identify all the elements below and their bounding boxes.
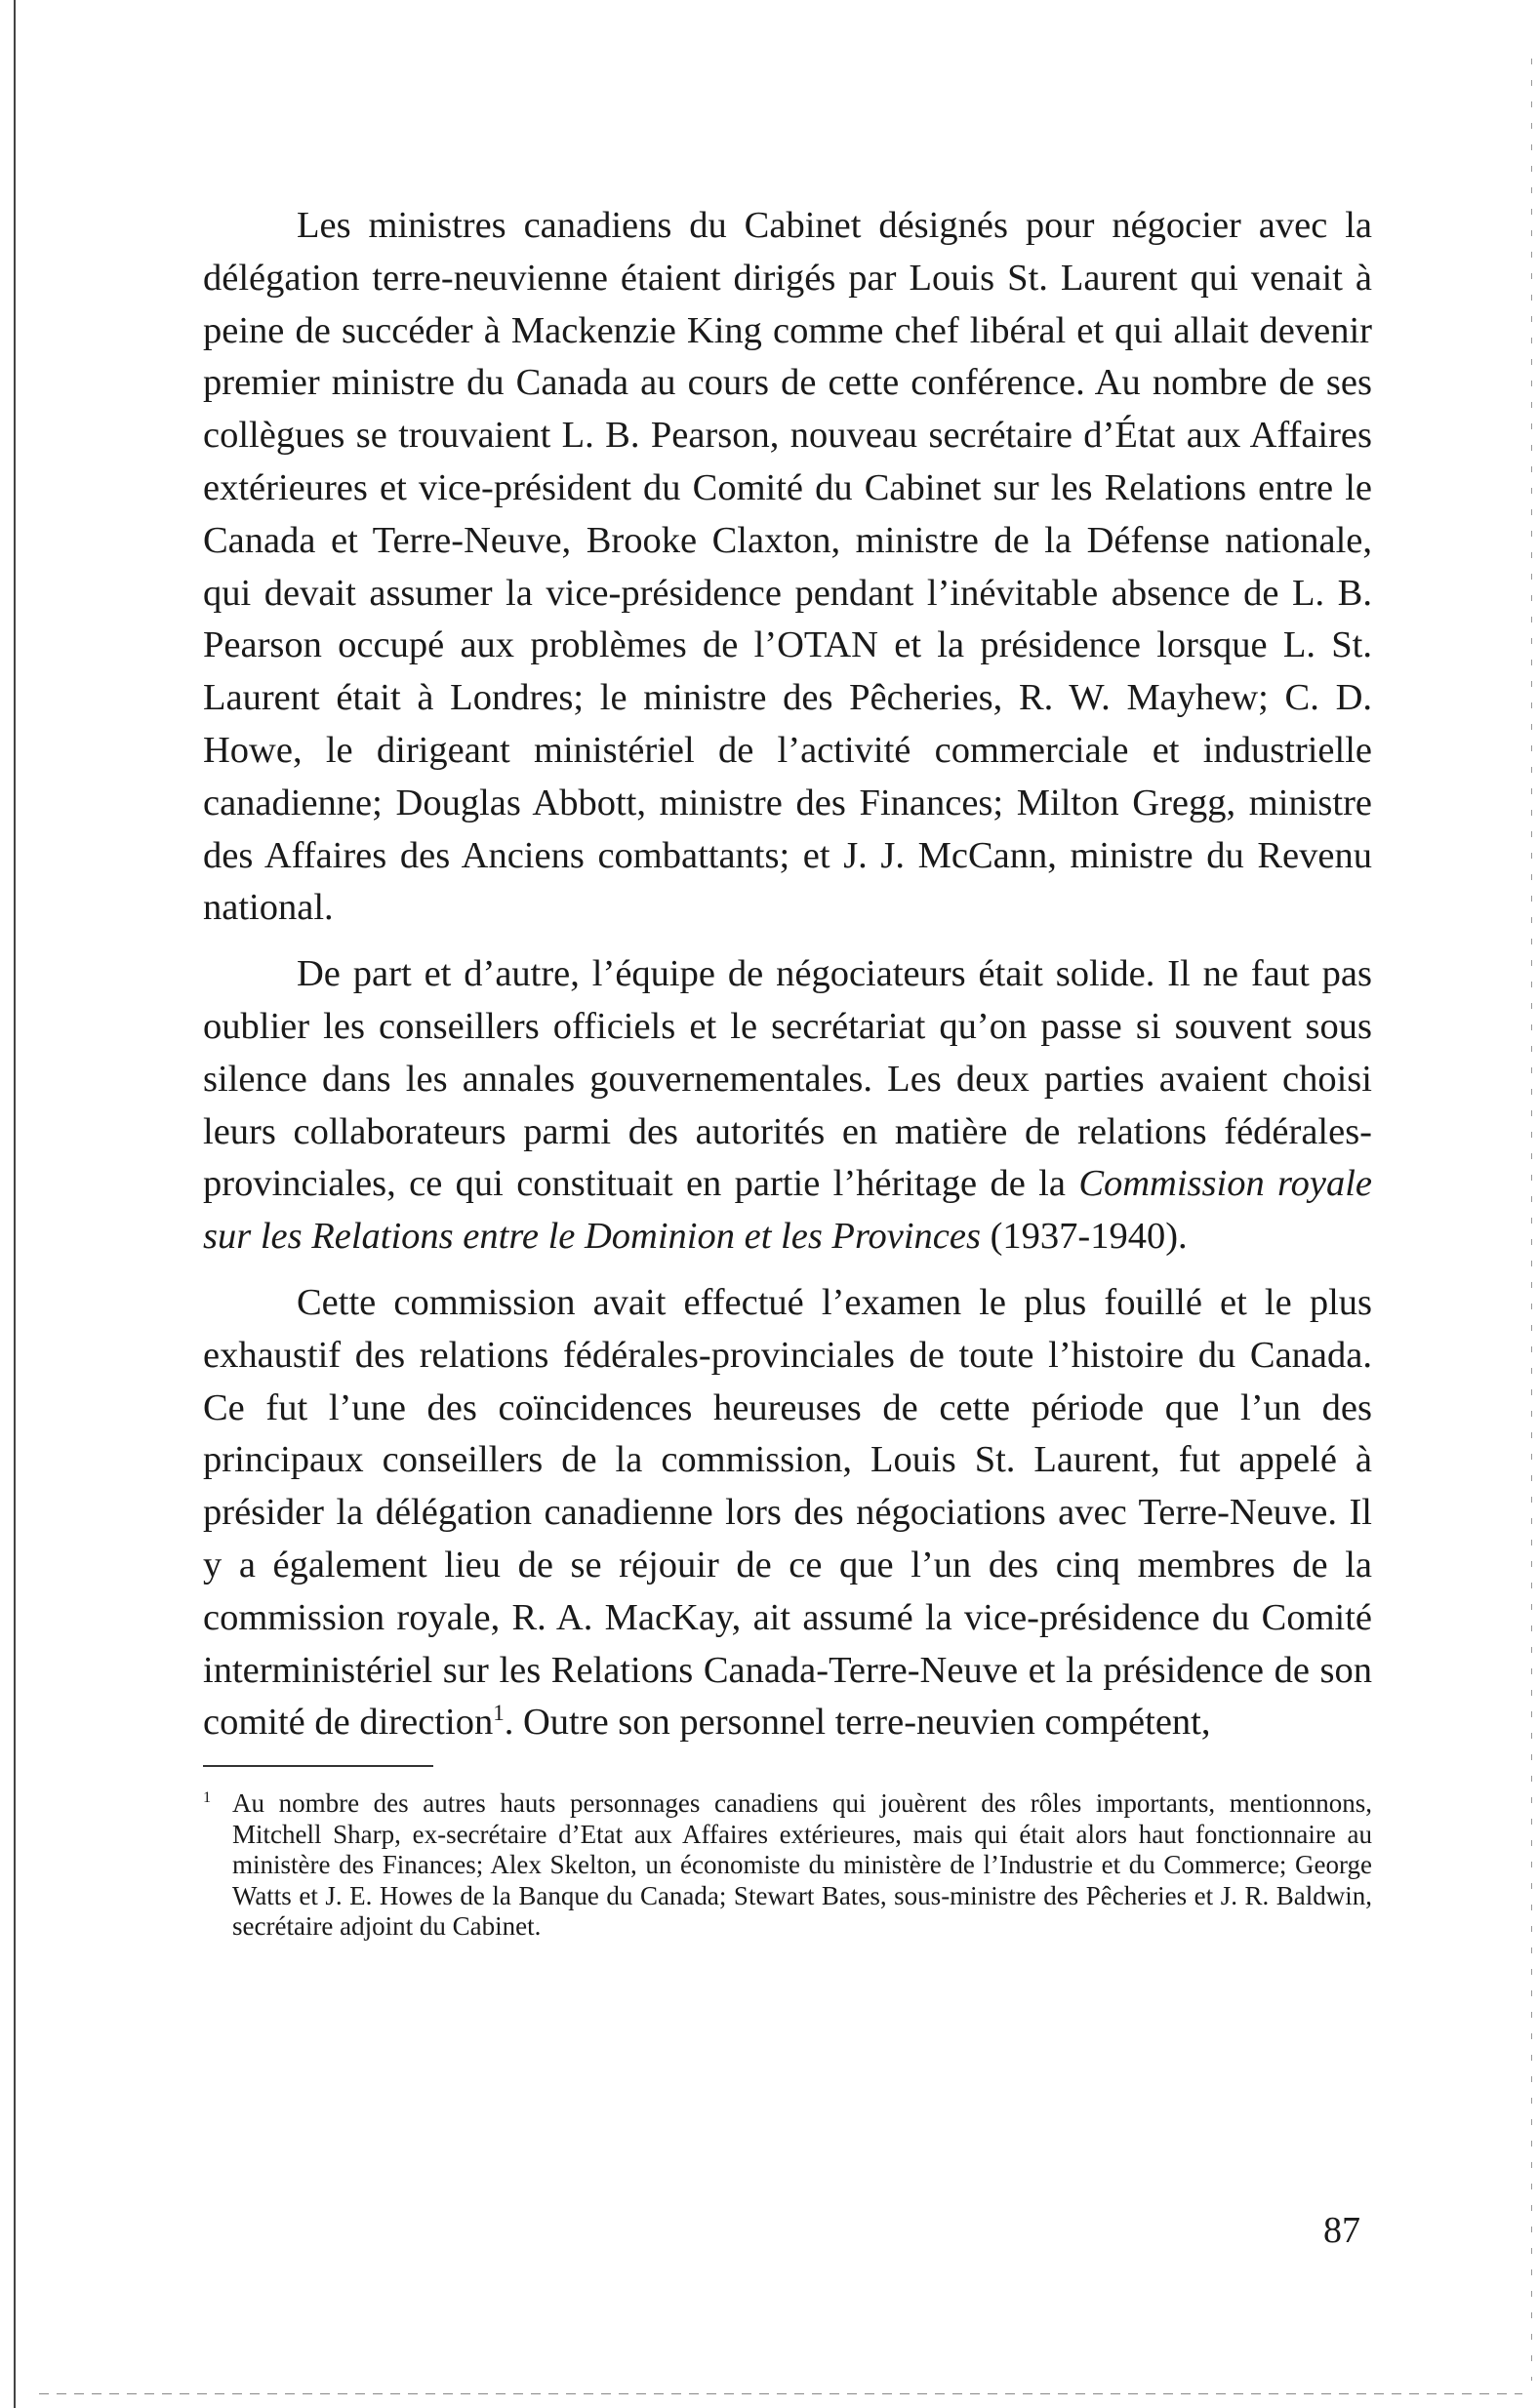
paragraph-1-text: Les ministres canadiens du Cabinet désignés pour négocier avec la délégation terre-neuvienne étaient dirigés par Louis St. Laurent qui venait à peine de succéder à Mackenzie King comme chef libéral et qui allait devenir premier ministre du Canada au cours de cette conférence. Au nombre de ses collègues se trouvaient L. B. Pearson, nouveau secrétaire d’État aux Affaires extérieures et vice-président du Comité du Cabinet sur les Relations entre le Canada et Terre-Neuve, Brooke Claxton, ministre de la Défense nationale, qui devait assumer la vice-présidence pendant l’inévitable absence de L. B. Pearson occupé aux problèmes de l’OTAN et la présidence lorsque L. St. Laurent était à Londres; le ministre des Pêcheries, R. W. Mayhew; C. D. Howe, le dirigeant ministériel de l’activité commerciale et industrielle canadienne; Douglas Abbott, ministre des Finances; Milton Gregg, ministre des Affaires des Anciens combattants; et J. J. McCann, ministre du Revenu national. [203,205,1372,929]
paragraph-3-end: . Outre son personnel terre-neuvien compétent, [504,1702,1211,1744]
footnote-text: Au nombre des autres hauts personnages canadiens qui jouèrent des rôles importants, mentionnons, Mitchell Sharp, ex-secrétaire d’Etat aux Affaires extérieures, mais qui était alors haut fonctionnaire au ministère des Finances; Alex Skelton, un économiste du ministère de l’Industrie et du Commerce; George Watts et J. E. Howes de la Banque du Canada; Stewart Bates, sous-ministre des Pêcheries et J. R. Baldwin, secrétaire adjoint du Cabinet. [232,1788,1372,1942]
scan-edge-left [14,0,16,2408]
page-number: 87 [1323,2210,1360,2251]
paragraph-2 [203,948,1372,1264]
commission-title: Commission royale sur les Relations entre le Dominion et les Provinces [203,1163,1372,1258]
footnote [203,1788,1372,1943]
paragraph-2-text: De part et d’autre, l’équipe de négociateurs était solide. Il ne faut pas oublier les conseillers officiels et le secrétariat qu’on passe si souvent sous silence dans les annales gouvernementales. Les deux parties avaient choisi leurs collaborateurs parmi des autorités en matière de relations fédérales-provinciales, ce qui constituait en partie l’héritage de la [203,953,1372,1205]
paragraph-2-end: (1937-1940). [980,1216,1188,1258]
scan-edge-right [1531,59,1532,2381]
paragraph-1 [203,200,1372,935]
paragraph-3-text: Cette commission avait effectué l’examen le plus fouillé et le plus exhaustif des relations fédérales-provinciales de toute l’histoire du Canada. Ce fut l’une des coïncidences heureuses de cette période que l’un des principaux conseillers de la commission, Louis St. Laurent, fut appelé à présider la délégation canadienne lors des négociations avec Terre-Neuve. Il y a également lieu de se réjouir de ce que l’un des cinq membres de la commission royale, R. A. MacKay, ait assumé la vice-présidence du Comité interministériel sur les Relations Canada-Terre-Neuve et la présidence de son comité de direction [203,1281,1372,1744]
footnote-reference: 1 [493,1700,505,1726]
body-text [203,200,1372,1943]
paragraph-3 [203,1277,1372,1749]
footnote-marker [203,1788,232,1820]
scan-edge-bottom [39,2393,1522,2394]
footnote-divider [203,1765,433,1767]
footnote-marker-number: 1 [203,1788,212,1807]
